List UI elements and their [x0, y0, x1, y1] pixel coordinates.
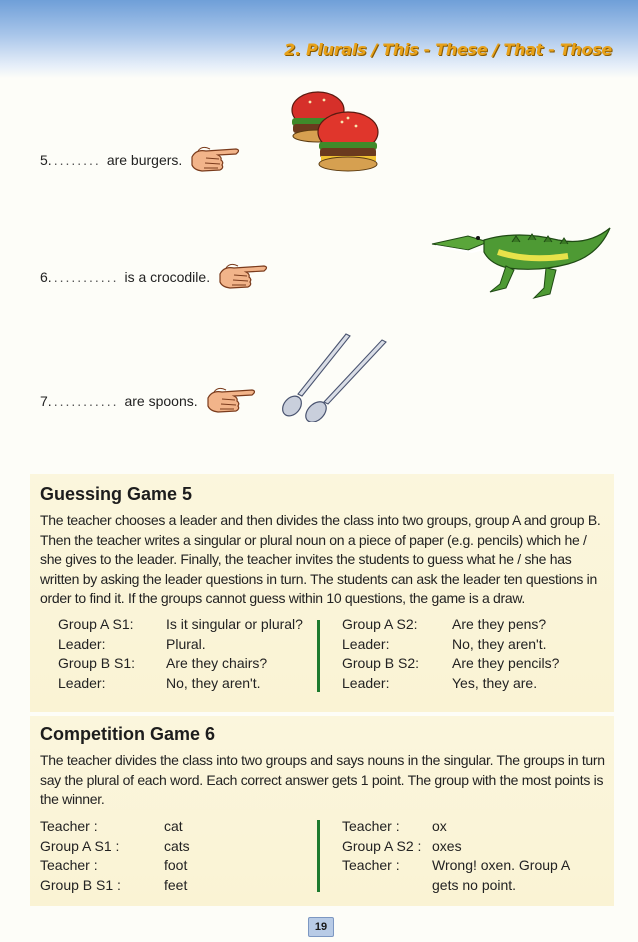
- dialogue-line: feet: [164, 876, 188, 893]
- dialogue-line: No, they aren't.: [452, 635, 547, 652]
- speaker: Leader:: [342, 635, 390, 652]
- crocodile-icon: [428, 222, 618, 308]
- competition-dialogue-right: [342, 817, 570, 895]
- dialogue-line: Plural.: [166, 635, 206, 652]
- speaker: Group B S1 :: [40, 876, 121, 893]
- dialogue-line: oxes: [432, 837, 462, 854]
- pointing-hand-icon: [204, 384, 260, 418]
- dialogue-row: [342, 876, 570, 896]
- speaker: Group A S1 :: [40, 837, 120, 854]
- dialogue-line: Are they chairs?: [166, 655, 268, 671]
- guessing-game-description: The teacher chooses a leader and then divides the class into two groups, group A and group B. Then the teacher writes a singular or plural noun on a piece of paper (e.g. pencils) which he / she gives to the leader. Finally, the teacher invites the students to guess what he / she has written by asking the leader questions in turn. The students can ask the leader ten questions in order to find it. If the groups cannot guess within 10 questions, the game is a draw.: [40, 512, 601, 606]
- page-number: 19: [308, 917, 334, 937]
- dialogue-line: Wrong! oxen. Group A: [432, 857, 571, 873]
- speaker: Group A S2 :: [342, 837, 422, 854]
- exercise-number: 7.: [40, 393, 52, 409]
- answer-blank[interactable]: ........: [53, 152, 101, 168]
- burger-icon: [286, 88, 382, 180]
- dialogue-row: [342, 615, 559, 635]
- speaker: Leader:: [58, 635, 106, 652]
- dialogue-row: [40, 817, 190, 837]
- answer-blank[interactable]: ...........: [53, 393, 119, 409]
- dialogue-line: Are they pens?: [452, 616, 547, 632]
- speaker: [342, 876, 432, 896]
- speaker: Group B S1:: [58, 655, 136, 671]
- dialogue-row: [40, 837, 190, 857]
- exercise-7: [40, 384, 260, 418]
- dialogue-row: [342, 635, 559, 655]
- competition-game-description: The teacher divides the class into two groups and says nouns in the singular. The groups in turn say the plural of each word. Each correct answer gets 1 point. The group with the most points is the winner.: [40, 752, 605, 807]
- guessing-dialogue-left: [58, 615, 303, 693]
- speaker: Group B S2:: [342, 655, 420, 671]
- dialogue-row: [40, 856, 190, 876]
- dialogue-line: foot: [164, 857, 188, 873]
- exercise-6: [40, 260, 272, 294]
- dialogue-row: [40, 876, 190, 896]
- pointing-hand-icon: [188, 143, 244, 177]
- speaker: Group A S2:: [342, 616, 418, 632]
- answer-blank[interactable]: ...........: [53, 269, 119, 285]
- dialogue-line: Are they pencils?: [452, 655, 560, 671]
- dialogue-line: Is it singular or plural?: [166, 616, 303, 632]
- dialogue-row: [342, 837, 570, 857]
- dialogue-row: [342, 654, 559, 674]
- pointing-hand-icon: [216, 260, 272, 294]
- guessing-game-title: Guessing Game 5: [40, 484, 193, 504]
- exercise-number: 5.: [40, 152, 52, 168]
- dialogue-line: cat: [164, 818, 183, 834]
- dialogue-line: cats: [164, 837, 190, 854]
- exercise-text: are spoons.: [124, 393, 198, 409]
- competition-game-title: Competition Game 6: [40, 724, 216, 744]
- exercise-5: [40, 143, 244, 177]
- dialogue-row: [342, 856, 570, 876]
- speaker: Leader:: [342, 674, 390, 691]
- speaker: Teacher :: [342, 818, 400, 834]
- guessing-dialogue-right: [342, 615, 559, 693]
- column-divider: [317, 620, 320, 692]
- speaker: Teacher :: [40, 818, 98, 834]
- page-header-title: 2. Plurals / This - These / That - Those: [284, 40, 612, 59]
- exercise-number: 6.: [40, 269, 52, 285]
- dialogue-line: No, they aren't.: [166, 674, 261, 691]
- speaker: Leader:: [58, 674, 106, 691]
- dialogue-row: [58, 635, 303, 655]
- header-band: [0, 0, 638, 78]
- competition-dialogue-left: [40, 817, 190, 895]
- speaker: Teacher :: [342, 857, 400, 873]
- dialogue-line: ox: [432, 818, 447, 834]
- dialogue-line: gets no point.: [432, 876, 517, 893]
- speaker: Teacher :: [40, 857, 98, 873]
- spoon-icon: [276, 330, 392, 422]
- exercise-text: is a crocodile.: [124, 269, 211, 285]
- column-divider: [317, 820, 320, 892]
- dialogue-row: [342, 674, 559, 694]
- dialogue-row: [58, 615, 303, 635]
- exercise-text: are burgers.: [106, 152, 183, 168]
- dialogue-line: Yes, they are.: [452, 674, 538, 691]
- dialogue-row: [342, 817, 570, 837]
- speaker: Group A S1:: [58, 616, 134, 632]
- dialogue-row: [58, 674, 303, 694]
- dialogue-row: [58, 654, 303, 674]
